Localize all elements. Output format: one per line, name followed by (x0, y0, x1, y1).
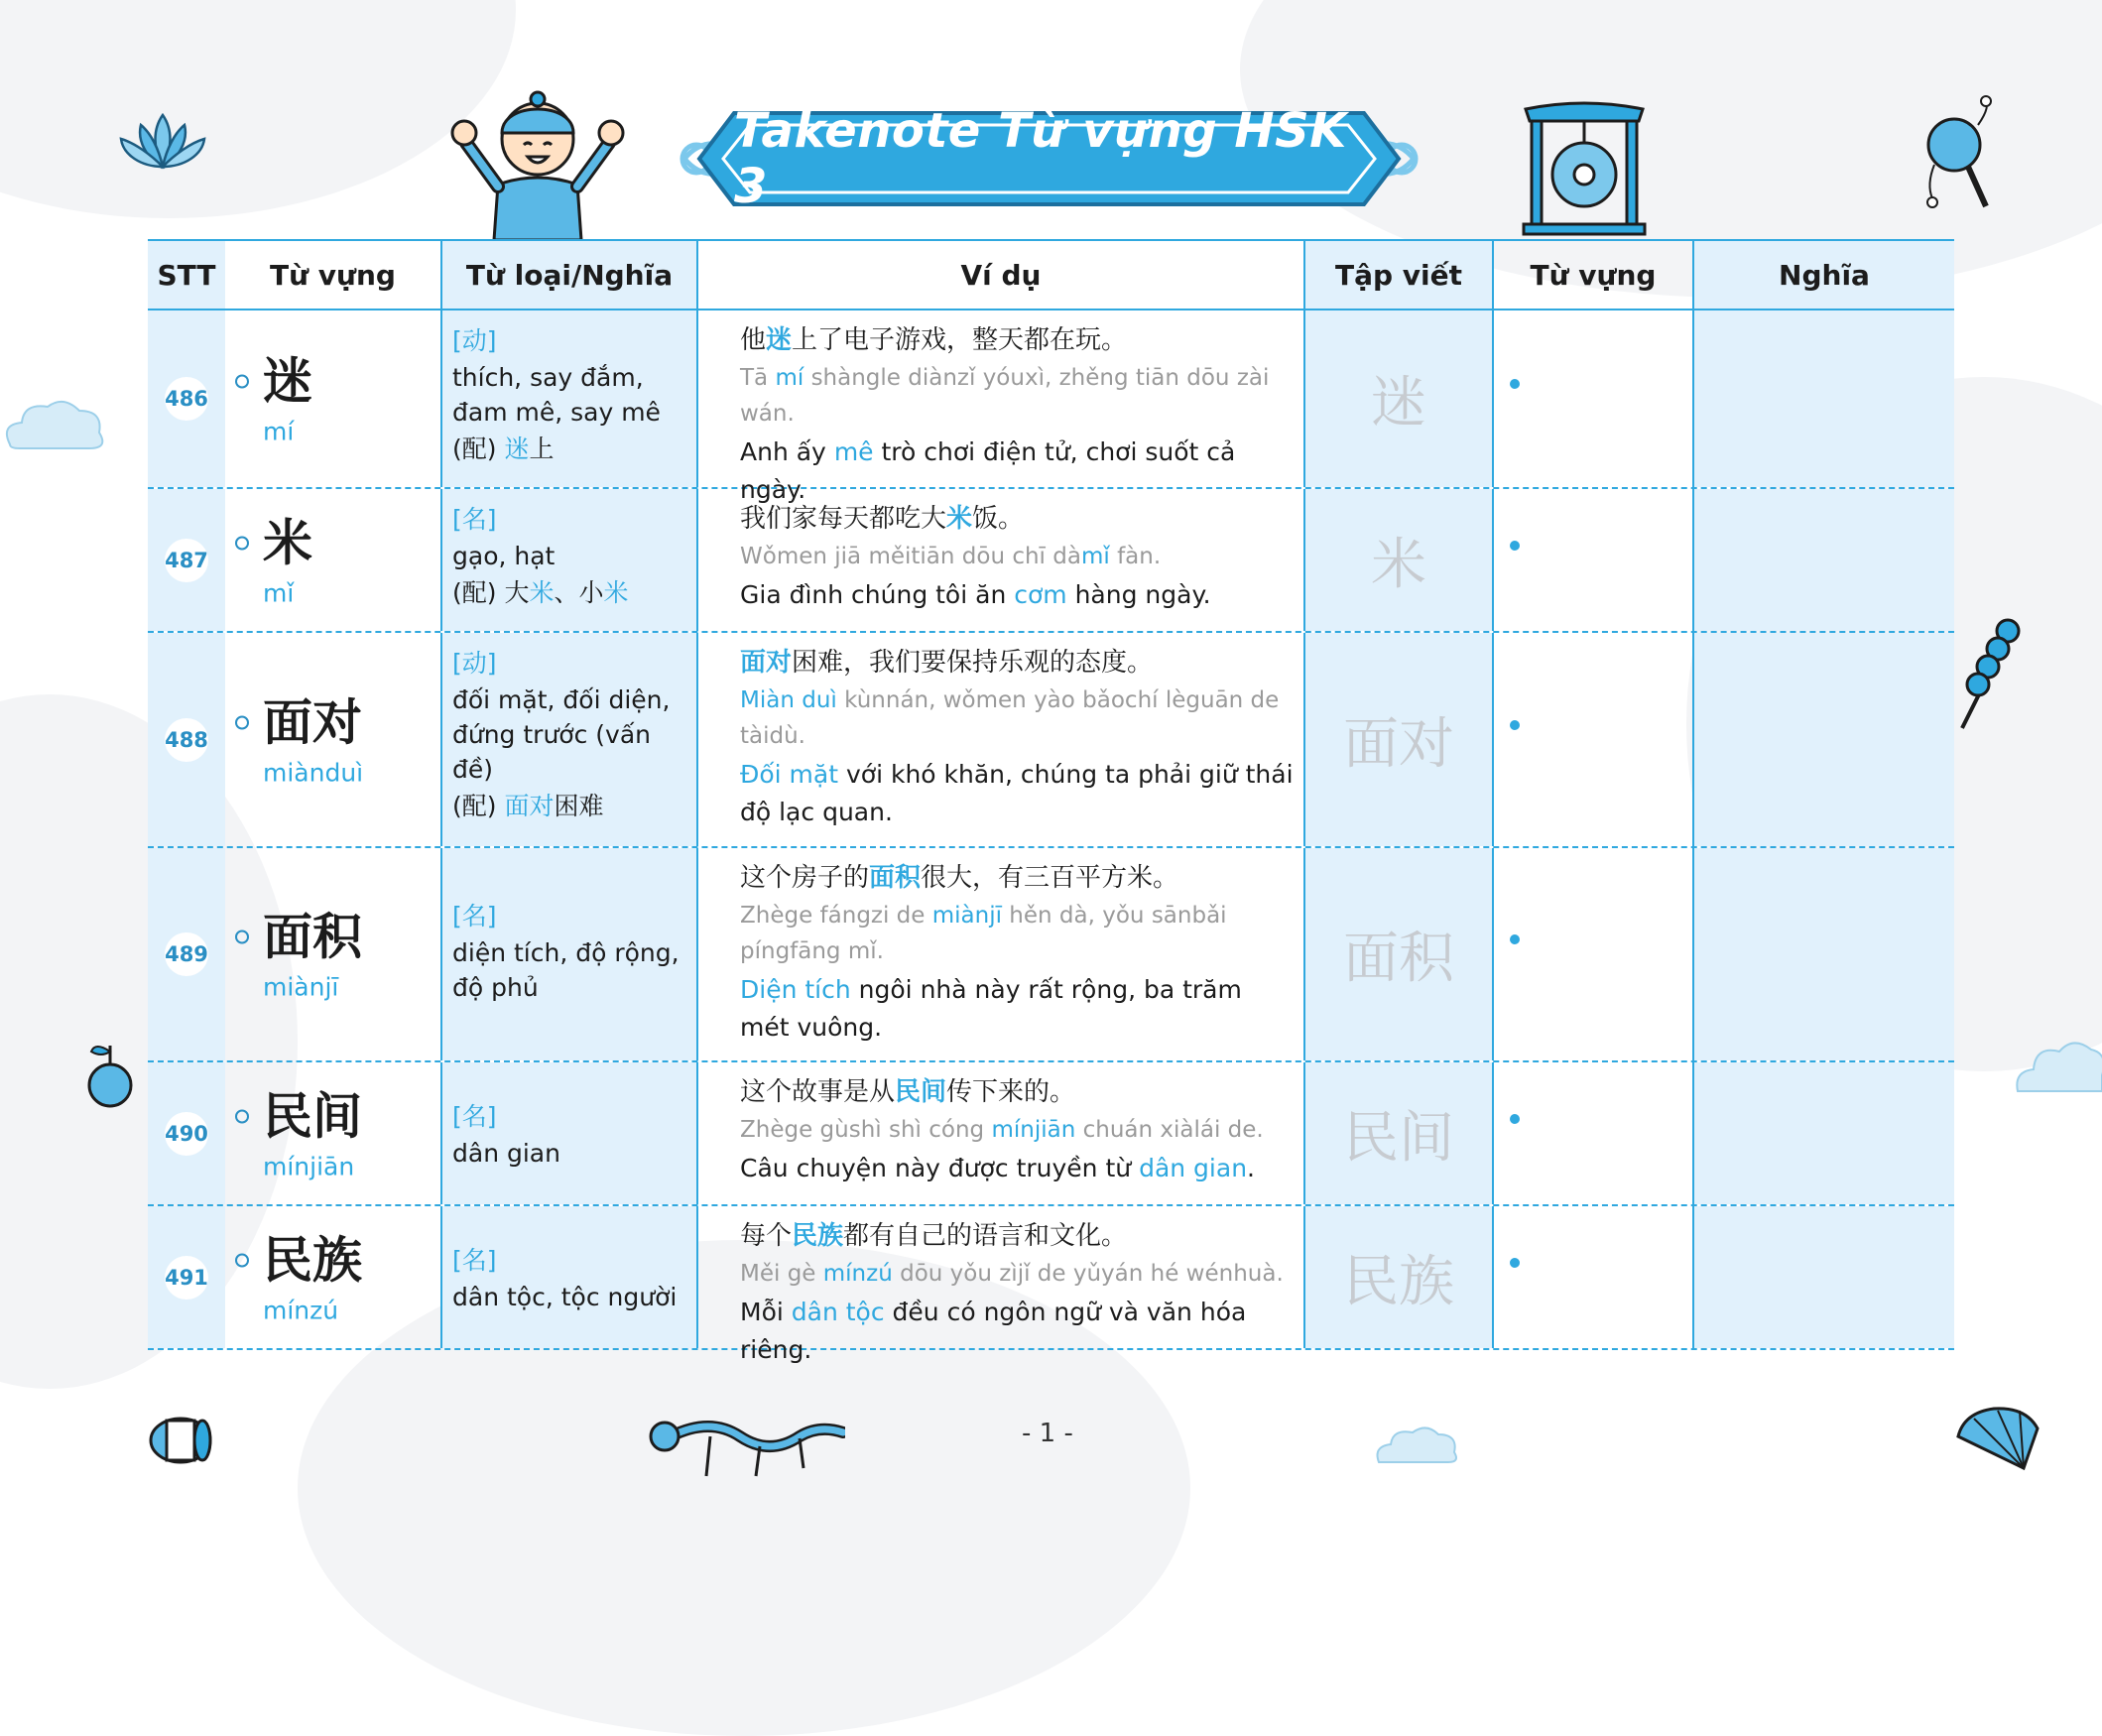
example-pinyin: Tā mí shàngle diànzǐ yóuxì, zhěng tiān dōu zài wán. (740, 365, 1270, 427)
vocab-pinyin: mí (263, 417, 295, 446)
meaning-practice-cell[interactable] (1692, 1062, 1954, 1204)
example-vietnamese: Mỗi dân tộc đều có ngôn ngữ và văn hóa riêng. (740, 1298, 1247, 1364)
page-title: Takenote Từ vựng HSK 3 (734, 103, 1347, 214)
example-chinese: 我们家每天都吃大米饭。 (740, 504, 1025, 534)
header-pos: Từ loại/Nghĩa (440, 241, 698, 309)
meaning-practice-cell[interactable] (1692, 848, 1954, 1060)
bullet-icon (235, 930, 249, 944)
dragon-icon (641, 1407, 845, 1480)
bullet-icon (235, 375, 249, 389)
word-meaning: dân gian (452, 1139, 560, 1168)
bullet-icon (235, 536, 249, 550)
collocation: (配) 大米、小米 (452, 578, 629, 607)
vocab-practice-cell[interactable] (1492, 1206, 1692, 1348)
example-chinese: 面对困难，我们要保持乐观的态度。 (740, 648, 1154, 678)
table-header (148, 239, 1954, 310)
vocab-hanzi: 民间 (263, 1087, 362, 1145)
example-pinyin: Zhège fángzi de miànjī hěn dà, yǒu sānbǎi píngfāng mǐ. (740, 903, 1227, 964)
page-number: - 1 - (1022, 1419, 1073, 1448)
part-of-speech: [名] (452, 1102, 497, 1131)
row-number: 487 (165, 539, 208, 582)
row-number: 490 (165, 1112, 208, 1156)
vocab-practice-cell[interactable] (1492, 489, 1692, 631)
bullet-dot-icon (1510, 379, 1520, 389)
part-of-speech: [名] (452, 1246, 497, 1275)
bullet-dot-icon (1510, 934, 1520, 944)
writing-practice: 米 (1371, 532, 1426, 597)
meaning-practice-cell[interactable] (1692, 1206, 1954, 1348)
part-of-speech: [动] (452, 649, 497, 678)
word-meaning: diện tích, độ rộng, độ phủ (452, 938, 680, 1002)
bullet-dot-icon (1510, 720, 1520, 730)
writing-practice: 民间 (1343, 1105, 1454, 1171)
header-example: Ví dụ (960, 258, 1042, 292)
header-vocab: Từ vựng (270, 258, 396, 292)
vocab-pinyin: mǐ (263, 578, 295, 607)
example-chinese: 这个房子的面积很大，有三百平方米。 (740, 863, 1179, 893)
bullet-icon (235, 715, 249, 729)
writing-practice: 面对 (1343, 711, 1454, 777)
vocab-hanzi: 面对 (263, 693, 362, 751)
writing-practice: 迷 (1371, 371, 1426, 435)
bullet-dot-icon (1510, 1258, 1520, 1268)
meaning-practice-cell[interactable] (1692, 489, 1954, 631)
example-vietnamese: Câu chuyện này được truyền từ dân gian. (740, 1154, 1255, 1182)
table-row (148, 310, 1954, 504)
collocation: (配) 面对困难 (452, 792, 604, 820)
example-vietnamese: Gia đình chúng tôi ăn cơm hàng ngày. (740, 580, 1211, 609)
word-meaning: đối mặt, đối diện, đứng trước (vấn đề) (452, 685, 671, 784)
bullet-icon (235, 1109, 249, 1123)
part-of-speech: [动] (452, 326, 497, 355)
vocab-pinyin: mínjiān (263, 1152, 355, 1180)
example-pinyin: Zhège gùshì shì cóng mínjiān chuán xiàlái de. (740, 1117, 1264, 1143)
vocab-hanzi: 迷 (263, 352, 312, 411)
bullet-dot-icon (1510, 1114, 1520, 1124)
title-banner (655, 99, 1443, 218)
example-pinyin: Wǒmen jiā měitiān dōu chī dàmǐ fàn. (740, 544, 1162, 569)
header-vocab-practice: Từ vựng (1492, 241, 1692, 309)
part-of-speech: [名] (452, 505, 497, 534)
row-number: 486 (165, 377, 208, 421)
example-chinese: 他迷上了电子游戏，整天都在玩。 (740, 325, 1128, 355)
part-of-speech: [名] (452, 902, 497, 930)
cloud-icon (1373, 1423, 1460, 1468)
table-row (148, 633, 1954, 848)
example-pinyin: Měi gè mínzú dōu yǒu zìjǐ de yǔyán hé wénhuà. (740, 1261, 1284, 1287)
vocab-practice-cell[interactable] (1492, 848, 1692, 1060)
table-row (148, 1062, 1954, 1206)
boy-character-icon (448, 81, 627, 240)
vocabulary-table (148, 239, 1954, 1364)
background-shape (0, 0, 516, 218)
orange-fruit-icon (85, 1038, 135, 1109)
example-vietnamese: Anh ấy mê trò chơi điện tử, chơi suốt cả ngày. (740, 437, 1236, 504)
row-number: 489 (165, 932, 208, 976)
bullet-dot-icon (1510, 541, 1520, 551)
drum-toy-icon (1922, 95, 2002, 212)
vocab-hanzi: 民族 (263, 1231, 362, 1289)
meaning-practice-cell[interactable] (1692, 633, 1954, 846)
vocab-practice-cell[interactable] (1492, 633, 1692, 846)
table-row (148, 848, 1954, 1062)
gong-icon (1520, 99, 1649, 236)
example-chinese: 每个民族都有自己的语言和文化。 (740, 1221, 1128, 1251)
fan-icon (1954, 1407, 2041, 1472)
vocab-hanzi: 面积 (263, 908, 362, 966)
vocab-pinyin: mínzú (263, 1296, 339, 1324)
meaning-practice-cell[interactable] (1692, 310, 1954, 487)
barrel-icon (149, 1415, 212, 1466)
example-vietnamese: Diện tích ngôi nhà này rất rộng, ba trăm mét vuông. (740, 975, 1242, 1042)
example-chinese: 这个故事是从民间传下来的。 (740, 1077, 1076, 1107)
vocab-pinyin: miànjī (263, 972, 339, 1002)
header-write: Tập viết (1303, 241, 1492, 309)
word-meaning: dân tộc, tộc người (452, 1283, 678, 1311)
writing-practice: 面积 (1343, 927, 1454, 991)
lotus-icon (117, 111, 208, 173)
example-vietnamese: Đối mặt với khó khăn, chúng ta phải giữ thái độ lạc quan. (740, 760, 1294, 826)
table-row (148, 489, 1954, 633)
header-meaning: Nghĩa (1692, 241, 1954, 309)
row-number: 488 (165, 718, 208, 762)
word-meaning: gạo, hạt (452, 542, 556, 570)
header-stt: STT (148, 241, 225, 309)
vocab-hanzi: 米 (263, 514, 312, 571)
collocation: (配) 迷上 (452, 434, 555, 463)
cloud-icon (2014, 1032, 2102, 1101)
table-row (148, 1206, 1954, 1364)
vocab-pinyin: miànduì (263, 758, 364, 787)
example-pinyin: Miàn duì kùnnán, wǒmen yào bǎochí lèguān de tàidù. (740, 687, 1280, 749)
vocab-practice-cell[interactable] (1492, 1062, 1692, 1204)
word-meaning: thích, say đắm, đam mê, say mê (452, 363, 661, 427)
cloud-icon (0, 395, 109, 456)
row-number: 491 (165, 1256, 208, 1300)
writing-practice: 民族 (1343, 1249, 1454, 1314)
candied-fruit-skewer-icon (1958, 615, 2024, 732)
bullet-icon (235, 1253, 249, 1267)
vocab-practice-cell[interactable] (1492, 310, 1692, 487)
